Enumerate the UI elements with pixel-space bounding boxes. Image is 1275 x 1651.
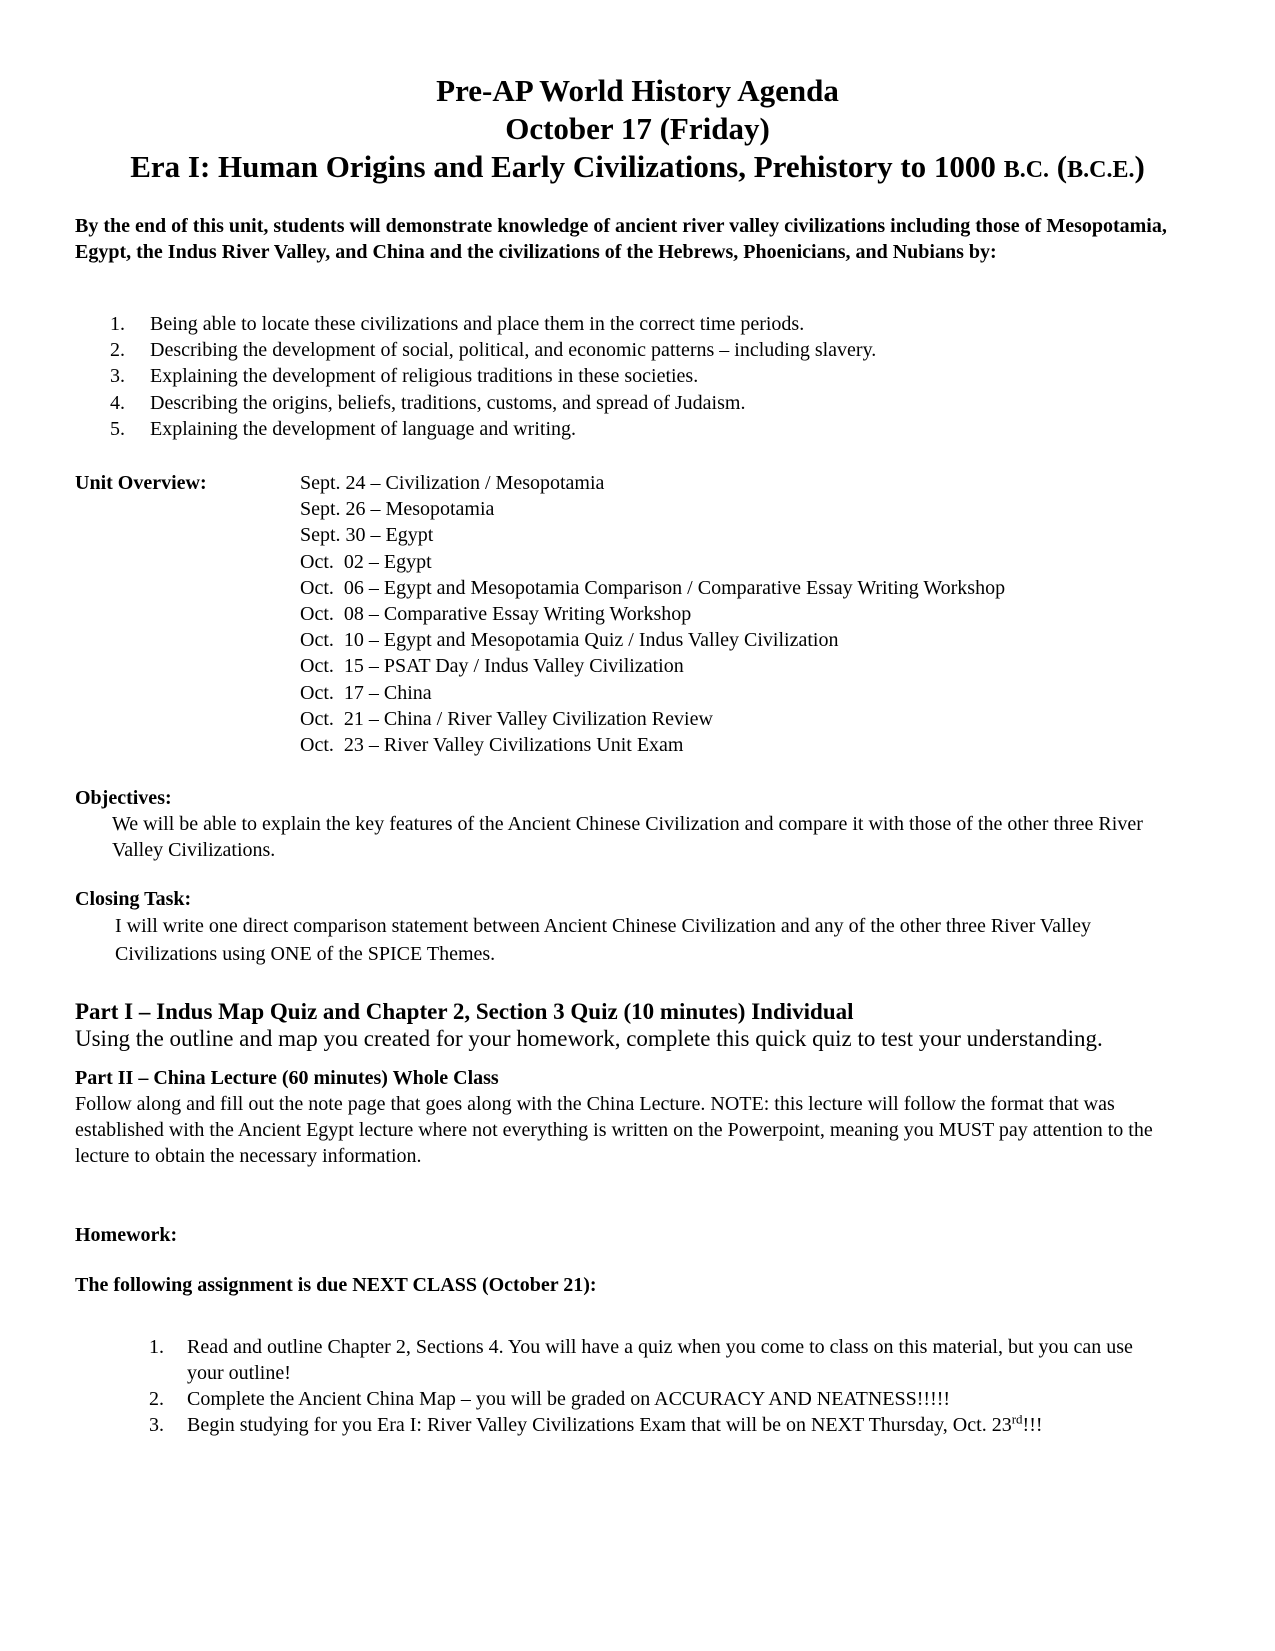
era-bce-open: (: [1049, 149, 1068, 184]
part2-heading: Part II – China Lecture (60 minutes) Whole Class: [75, 1067, 499, 1089]
list-text: Explaining the development of religious traditions in these societies.: [150, 365, 699, 388]
page-title: Pre-AP World History Agenda: [436, 73, 839, 108]
homework-label: Homework:: [75, 1224, 178, 1246]
list-number: 4.: [110, 391, 125, 414]
unit-overview-label: Unit Overview:: [75, 472, 207, 494]
part1-heading: Part I – Indus Map Quiz and Chapter 2, Section 3 Quiz (10 minutes) Individual: [75, 999, 854, 1024]
overview-item: Sept. 30 – Egypt: [300, 524, 434, 547]
list-item: [0, 363, 876, 389]
era-bce-close: ): [1134, 149, 1145, 184]
list-item: [0, 1334, 1157, 1386]
part1-text: Using the outline and map you created for your homework, complete this quick quiz to test your understanding.: [75, 1026, 1103, 1051]
list-item: [0, 1386, 1157, 1412]
era-heading: [0, 148, 1275, 189]
list-text: Explaining the development of language and writing.: [150, 417, 576, 440]
list-number: 2.: [110, 339, 125, 362]
homework-list: [0, 1334, 1157, 1438]
unit-intro: By the end of this unit, students will demonstrate knowledge of ancient river valley civilizations including those of Mesopotamia, Egypt, the Indus River Valley, and China and the civilizations of the Hebrews, Phoenicians, and Nubians by:: [75, 215, 1167, 263]
closing-task-text: I will write one direct comparison statement between Ancient Chinese Civilization and any of the other three River Valley Civilizations using ONE of the SPICE Themes.: [115, 915, 1092, 965]
list-number: 3.: [149, 1414, 164, 1436]
list-item: [0, 390, 876, 416]
era-bce: B.C.E.: [1067, 157, 1135, 183]
overview-item: Sept. 26 – Mesopotamia: [300, 498, 495, 521]
unit-overview-list: [300, 470, 1005, 758]
goals-list: [0, 311, 876, 442]
list-number: 2.: [149, 1388, 164, 1410]
list-number: 1.: [149, 1336, 164, 1358]
part2-text: Follow along and fill out the note page that goes along with the China Lecture. NOTE: this lecture will follow the format that was established with the Ancient Egypt lecture where not everything is written on the Powerpoint, meaning you MUST pay attention to the lecture to obtain the necessary information.: [75, 1093, 1153, 1167]
overview-item: Oct. 15 – PSAT Day / Indus Valley Civilization: [300, 655, 684, 678]
closing-task-label: Closing Task:: [75, 888, 192, 910]
list-text-tail: !!!: [1022, 1414, 1043, 1436]
overview-item: Oct. 17 – China: [300, 681, 432, 704]
era-bc: B.C.: [1003, 157, 1050, 183]
list-item: [0, 416, 876, 442]
overview-item: Oct. 10 – Egypt and Mesopotamia Quiz / Indus Valley Civilization: [300, 629, 839, 652]
overview-item: Sept. 24 – Civilization / Mesopotamia: [300, 472, 605, 494]
list-number: 1.: [110, 313, 125, 335]
page-date: October 17 (Friday): [505, 111, 770, 146]
superscript: rd: [1011, 1411, 1023, 1427]
objectives-label: Objectives:: [75, 787, 172, 809]
overview-item: Oct. 08 – Comparative Essay Writing Workshop: [300, 603, 692, 626]
overview-item: Oct. 21 – China / River Valley Civilization Review: [300, 707, 713, 730]
overview-item: Oct. 02 – Egypt: [300, 550, 432, 573]
era-main: Era I: Human Origins and Early Civilizations, Prehistory to 1000: [130, 149, 1004, 184]
homework-due: The following assignment is due NEXT CLASS (October 21):: [75, 1274, 597, 1296]
list-text: Begin studying for you Era I: River Valley Civilizations Exam that will be on NEXT Thursday, Oct. 23: [187, 1414, 1012, 1436]
list-item: [0, 311, 876, 337]
list-item: [0, 337, 876, 363]
list-item: [0, 1412, 1157, 1438]
list-text: Being able to locate these civilizations and place them in the correct time periods.: [150, 313, 805, 335]
overview-item: Oct. 06 – Egypt and Mesopotamia Comparison / Comparative Essay Writing Workshop: [300, 576, 1006, 599]
title-block: [0, 72, 1275, 189]
list-text: Complete the Ancient China Map – you will be graded on ACCURACY AND NEATNESS!!!!!: [187, 1388, 951, 1410]
list-text: Describing the origins, beliefs, traditions, customs, and spread of Judaism.: [150, 391, 746, 414]
list-text: Read and outline Chapter 2, Sections 4. You will have a quiz when you come to class on this material, but you can use your outline!: [187, 1336, 1133, 1384]
list-number: 5.: [110, 417, 125, 440]
list-number: 3.: [110, 365, 125, 388]
objectives-text: We will be able to explain the key features of the Ancient Chinese Civilization and compare it with those of the other three River Valley Civilizations.: [112, 813, 1143, 861]
overview-item: Oct. 23 – River Valley Civilizations Unit Exam: [300, 734, 684, 757]
list-text: Describing the development of social, political, and economic patterns – including slavery.: [150, 339, 877, 362]
